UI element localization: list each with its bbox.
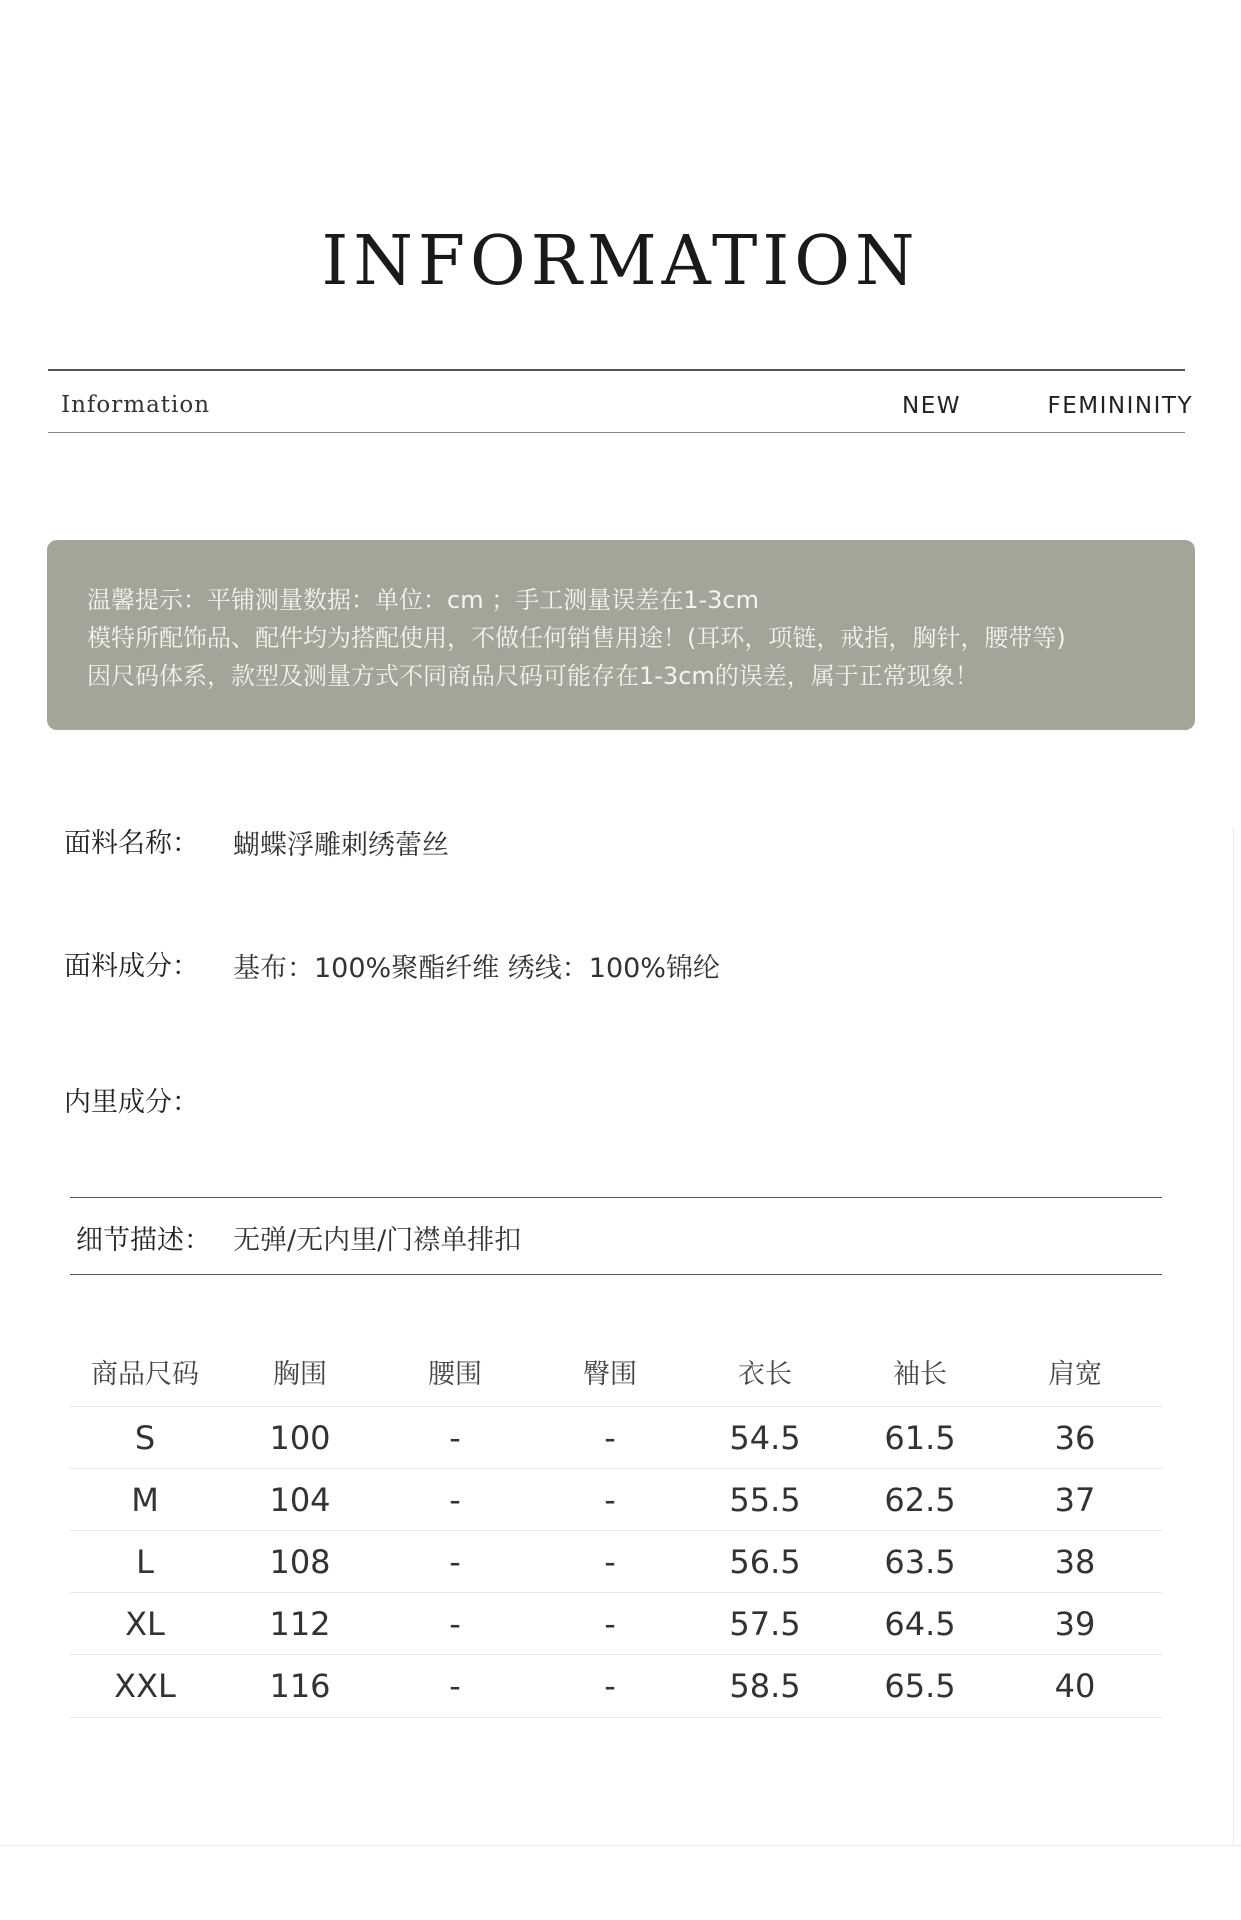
cell-waist: - <box>449 1605 461 1643</box>
table-row <box>70 1468 1162 1531</box>
band-femininity-label: FEMININITY <box>1047 393 1193 419</box>
detail-bottom-divider <box>70 1274 1162 1275</box>
cell-hip: - <box>604 1667 616 1705</box>
cell-size: L <box>136 1543 154 1581</box>
fabric-composition-label: 面料成分： <box>64 951 199 982</box>
cell-length: 56.5 <box>729 1543 801 1581</box>
fabric-name-label: 面料名称： <box>64 828 199 859</box>
table-row <box>70 1654 1162 1718</box>
header-chest: 胸围 <box>273 1359 327 1390</box>
header-waist: 腰围 <box>428 1359 482 1390</box>
table-row <box>70 1592 1162 1655</box>
header-size: 商品尺码 <box>91 1359 199 1390</box>
notice-line-2: 模特所配饰品、配件均为搭配使用，不做任何销售用途！(耳环，项链，戒指，胸针，腰带等) <box>87 624 1066 652</box>
cell-hip: - <box>604 1481 616 1519</box>
detail-top-divider <box>70 1197 1162 1198</box>
bottom-edge-line <box>0 1845 1241 1846</box>
notice-line-1: 温馨提示：平铺测量数据：单位：cm ；手工测量误差在1-3cm <box>87 586 759 614</box>
cell-sleeve: 61.5 <box>884 1419 956 1457</box>
cell-shoulder: 39 <box>1054 1605 1096 1643</box>
cell-length: 55.5 <box>729 1481 801 1519</box>
cell-size: XXL <box>114 1667 176 1705</box>
cell-shoulder: 36 <box>1054 1419 1096 1457</box>
detail-label: 细节描述： <box>76 1225 211 1256</box>
band-information-label: Information <box>61 392 211 418</box>
header-hip: 臀围 <box>583 1359 637 1390</box>
cell-hip: - <box>604 1543 616 1581</box>
cell-chest: 112 <box>269 1605 331 1643</box>
page-title: INFORMATION <box>321 222 920 301</box>
fabric-composition-value: 基布：100%聚酯纤维 绣线：100%锦纶 <box>233 953 720 984</box>
cell-hip: - <box>604 1605 616 1643</box>
cell-chest: 104 <box>269 1481 331 1519</box>
detail-value: 无弹/无内里/门襟单排扣 <box>233 1225 522 1256</box>
header-shoulder: 肩宽 <box>1048 1359 1102 1390</box>
cell-hip: - <box>604 1419 616 1457</box>
table-row <box>70 1530 1162 1593</box>
cell-chest: 100 <box>269 1419 331 1457</box>
cell-chest: 108 <box>269 1543 331 1581</box>
band-top-divider <box>48 369 1185 371</box>
cell-size: M <box>131 1481 159 1519</box>
cell-sleeve: 62.5 <box>884 1481 956 1519</box>
cell-sleeve: 63.5 <box>884 1543 956 1581</box>
cell-chest: 116 <box>269 1667 331 1705</box>
right-edge-line <box>1233 827 1234 1845</box>
cell-shoulder: 38 <box>1054 1543 1096 1581</box>
notice-box <box>47 540 1195 730</box>
cell-sleeve: 64.5 <box>884 1605 956 1643</box>
notice-line-3: 因尺码体系，款型及测量方式不同商品尺码可能存在1-3cm的误差，属于正常现象！ <box>87 662 979 690</box>
cell-shoulder: 37 <box>1054 1481 1096 1519</box>
cell-waist: - <box>449 1419 461 1457</box>
cell-sleeve: 65.5 <box>884 1667 956 1705</box>
cell-length: 54.5 <box>729 1419 801 1457</box>
cell-size: S <box>134 1419 156 1457</box>
cell-length: 58.5 <box>729 1667 801 1705</box>
table-row <box>70 1406 1162 1469</box>
cell-size: XL <box>125 1605 165 1643</box>
header-sleeve: 袖长 <box>893 1359 947 1390</box>
header-length: 衣长 <box>738 1359 792 1390</box>
cell-waist: - <box>449 1481 461 1519</box>
cell-length: 57.5 <box>729 1605 801 1643</box>
band-bottom-divider <box>48 432 1185 433</box>
lining-label: 内里成分： <box>64 1087 199 1118</box>
cell-waist: - <box>449 1543 461 1581</box>
band-new-label: NEW <box>902 393 961 419</box>
cell-waist: - <box>449 1667 461 1705</box>
cell-shoulder: 40 <box>1054 1667 1096 1705</box>
fabric-name-value: 蝴蝶浮雕刺绣蕾丝 <box>233 830 449 861</box>
